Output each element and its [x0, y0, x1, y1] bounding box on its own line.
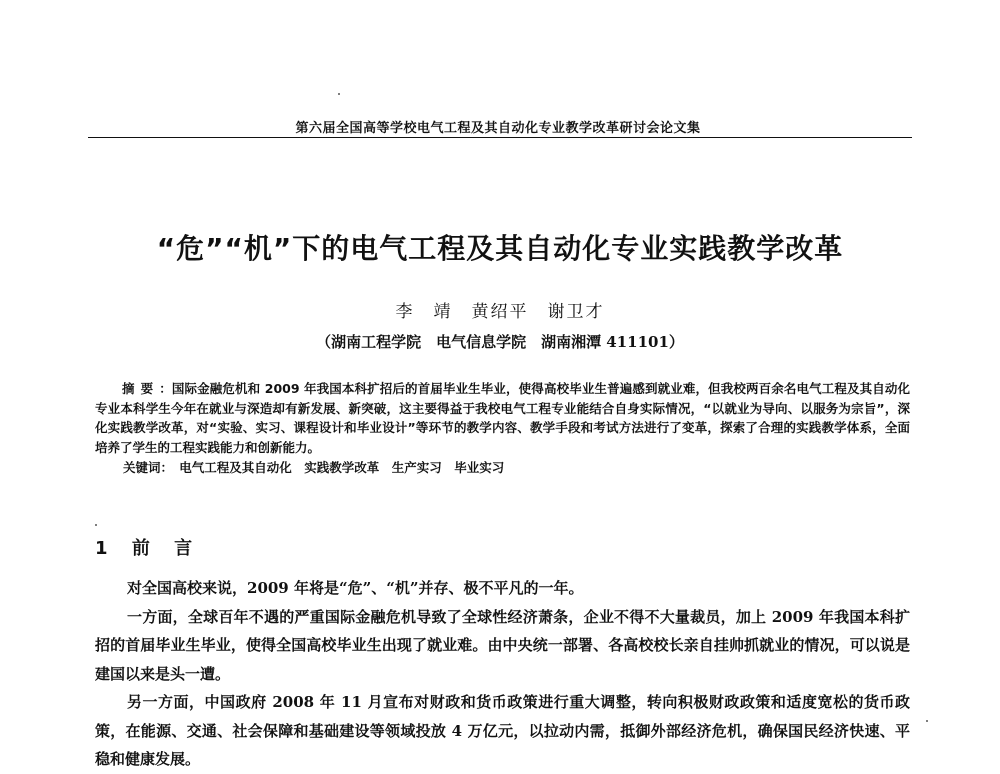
running-header: 第六届全国高等学校电气工程及其自动化专业教学改革研讨会论文集	[295, 121, 701, 136]
abstract-text: ：国际金融危机和 2009 年我国本科扩招后的首届毕业生毕业，使得高校毕业生普遍感到就业难，但我校两百余名电气工程及其自动化专业本科学生今年在就业与深造却有新发展、新突破，这主要得益于我校电气工程专业能结合自身实际情况，“以就业为导向、以服务为宗旨”，深化实践教学改革，对“实验、实习、课程设计和毕业设计”等环节的教学内容、教学手段和考试方法进行了变革，探索了合理的实践教学体系，全面培养了学生的工程实践能力和创新能力。	[95, 381, 910, 455]
paragraph: 另一方面，中国政府 2008 年 11 月宣布对财政和货币政策进行重大调整，转向积极财政政策和适度宽松的货币政策，在能源、交通、社会保障和基础建设等领域投放 4 万亿元，以拉动内需，抵御外部经济危机，确保国民经济快速、平稳和健康发展。	[95, 693, 910, 768]
paragraph: 对全国高校来说，2009 年将是“危”、“机”并存、极不平凡的一年。	[127, 579, 584, 597]
abstract	[95, 379, 910, 457]
paragraph: 一方面，全球百年不遇的严重国际金融危机导致了全球性经济萧条，企业不得不大量裁员，加上 2009 年我国本科扩招的首届毕业生毕业，使得全国高校毕业生出现了就业难。由中央统一部署、各高校校长亲自挂帅抓就业的情况，可以说是建国以来是头一遭。	[95, 607, 910, 683]
section-heading	[95, 534, 196, 560]
section-number: 1	[95, 538, 112, 559]
affiliation: （湖南工程学院 电气信息学院 湖南湘潭 411101）	[316, 333, 684, 351]
abstract-label: 摘要	[122, 381, 160, 396]
header-rule	[88, 137, 912, 138]
scan-speck	[95, 524, 97, 526]
keywords: 关键词： 电气工程及其自动化 实践教学改革 生产实习 毕业实习	[123, 460, 505, 475]
scan-speck	[926, 720, 928, 722]
body-text	[95, 574, 910, 774]
section-title: 前 言	[131, 538, 197, 559]
paper-title: “危”“机”下的电气工程及其自动化专业实践教学改革	[156, 232, 844, 265]
scan-speck	[338, 93, 340, 95]
authors: 李 靖 黄绍平 谢卫才	[395, 302, 605, 322]
